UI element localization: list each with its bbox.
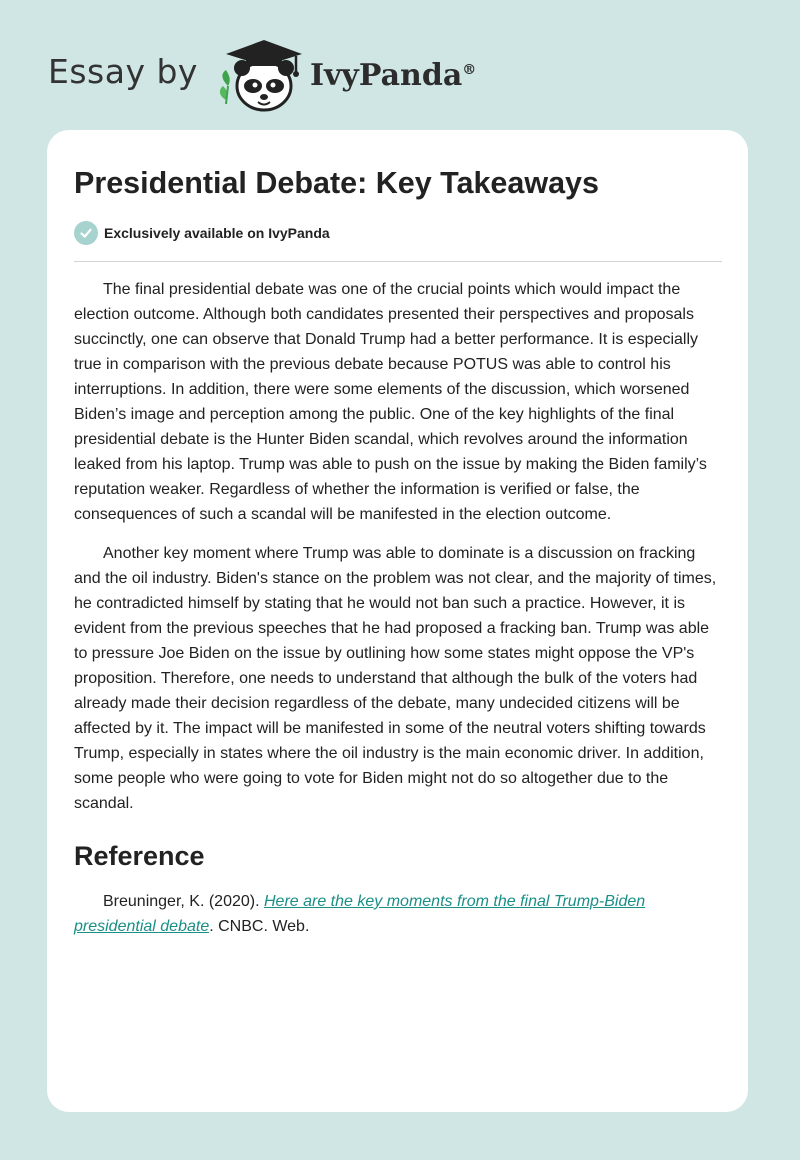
reference-author: Breuninger, K. (2020). [103, 893, 264, 910]
panda-graduate-icon [214, 34, 306, 114]
reference-link[interactable]: Here are the key moments from the final Trump-Biden presidential debate [74, 893, 646, 935]
exclusive-badge [74, 221, 330, 245]
page-title: Presidential Debate: Key Takeaways [74, 166, 599, 200]
check-circle-icon [74, 221, 98, 245]
brand-prefix: Essay by [48, 51, 198, 91]
paragraph: The final presidential debate was one of the crucial points which would impact the election outcome. Although both candidates presented their perspectives and proposals succinctly, one can observe that Donald Trump had a better performance. It is especially true in comparison with the previous debate because POTUS was able to control his interruptions. In addition, there were some elements of the discussion, which worsened Biden’s image and perception among the public. One of the key highlights of the final presidential debate is the Hunter Biden scandal, which revolves around the information leaked from his laptop. Trump was able to push on the issue by making the Biden family’s reputation weaker. Regardless of whether the information is verified or false, the consequences of such a scandal will be manifested in the election outcome. [74, 281, 707, 523]
brand-header [48, 34, 476, 114]
essay-card [47, 130, 748, 1112]
paragraph: Another key moment where Trump was able to dominate is a discussion on fracking and the oil industry. Biden's stance on the problem was not clear, and the majority of times, he contradicted himself by stating that he would not ban such a practice. However, it is evident from the previous speeches that he had proposed a fracking ban. Trump was able to pressure Joe Biden on the issue by outlining how some states might oppose the VP's proposition. Therefore, one needs to understand that although the bulk of the voters had already made their decision regardless of the debate, many undecided citizens will be affected by it. The impact will be manifested in some of the neutral voters shifting towards Trump, especially in states where the oil industry is the main economic driver. In addition, some people who were going to vote for Biden might not do so altogether due to the scandal. [74, 545, 717, 812]
essay-body [74, 277, 724, 953]
reference-entry [74, 889, 724, 939]
badge-label: Exclusively available on IvyPanda [104, 225, 330, 241]
brand-name: IvyPanda® [309, 57, 477, 93]
divider [74, 261, 722, 262]
reference-suffix: . CNBC. Web. [209, 918, 310, 935]
reference-heading: Reference [74, 841, 205, 871]
